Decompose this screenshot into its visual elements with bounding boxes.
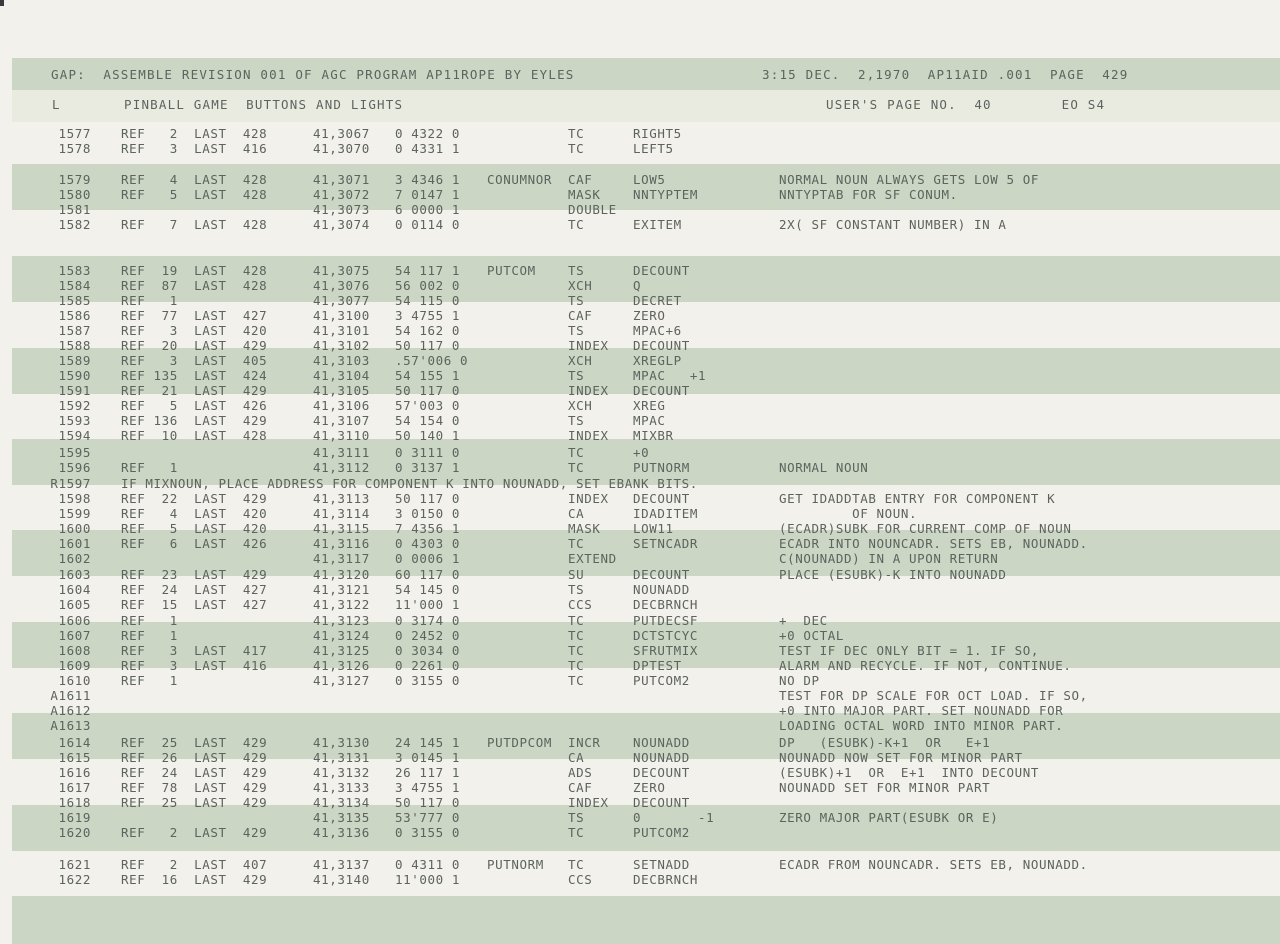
address-field: 41,3120: [313, 567, 370, 582]
opcode: CCS: [568, 872, 593, 887]
octal-word: 0 2452 0: [395, 628, 461, 643]
opcode: TC: [568, 673, 585, 688]
address-field: 41,3132: [313, 765, 370, 780]
address-field: 41,3104: [313, 368, 370, 383]
address-field: 41,3130: [313, 735, 370, 750]
octal-word: 0 3155 0: [395, 825, 461, 840]
line-number: 1614: [58, 735, 91, 750]
line-number: 1609: [58, 658, 91, 673]
reference-field: REF 1: [121, 673, 178, 688]
octal-word: 3 0150 0: [395, 506, 461, 521]
octal-word: 6 0000 1: [395, 202, 461, 217]
operand: 0 -1: [633, 810, 715, 825]
line-number: 1589: [58, 353, 91, 368]
address-field: 41,3133: [313, 780, 370, 795]
opcode: TC: [568, 141, 585, 156]
address-field: 41,3107: [313, 413, 370, 428]
operand: XREGLP: [633, 353, 682, 368]
octal-word: 3 0145 1: [395, 750, 461, 765]
line-number: 1598: [58, 491, 91, 506]
opcode: TS: [568, 413, 585, 428]
opcode: CAF: [568, 308, 593, 323]
address-field: 41,3074: [313, 217, 370, 232]
octal-word: 11'000 1: [395, 872, 461, 887]
line-number: 1586: [58, 308, 91, 323]
octal-word: 7 4356 1: [395, 521, 461, 536]
comment: 2X( SF CONSTANT NUMBER) IN A: [779, 217, 1007, 232]
reference-field: REF 6 LAST 426: [121, 536, 268, 551]
operand: DECBRNCH: [633, 872, 699, 887]
operand: NOUNADD: [633, 750, 690, 765]
opcode: XCH: [568, 398, 593, 413]
comment: NNTYPTAB FOR SF CONUM.: [779, 187, 958, 202]
line-number: 1582: [58, 217, 91, 232]
octal-word: 50 117 0: [395, 383, 461, 398]
comment: ECADR INTO NOUNCADR. SETS EB, NOUNADD.: [779, 536, 1088, 551]
reference-field: REF 1: [121, 628, 178, 643]
line-number: 1578: [58, 141, 91, 156]
operand: DECOUNT: [633, 338, 690, 353]
octal-word: 0 3111 0: [395, 445, 461, 460]
address-field: 41,3071: [313, 172, 370, 187]
operand: +0: [633, 445, 650, 460]
octal-word: 7 0147 1: [395, 187, 461, 202]
operand: PUTCOM2: [633, 825, 690, 840]
address-field: 41,3101: [313, 323, 370, 338]
octal-word: 50 140 1: [395, 428, 461, 443]
operand: LOW11: [633, 521, 674, 536]
operand: DECBRNCH: [633, 597, 699, 612]
reference-field: REF 24 LAST 427: [121, 582, 268, 597]
octal-word: 0 3137 1: [395, 460, 461, 475]
reference-field: REF 3 LAST 416: [121, 141, 268, 156]
octal-word: 0 4331 1: [395, 141, 461, 156]
octal-word: 0 4322 0: [395, 126, 461, 141]
operand: LOW5: [633, 172, 666, 187]
octal-word: 54 162 0: [395, 323, 461, 338]
operand: PUTCOM2: [633, 673, 690, 688]
address-field: 41,3110: [313, 428, 370, 443]
line-number: 1615: [58, 750, 91, 765]
comment: OF NOUN.: [779, 506, 918, 521]
address-field: 41,3117: [313, 551, 370, 566]
address-field: 41,3100: [313, 308, 370, 323]
reference-field: REF 135 LAST 424: [121, 368, 268, 383]
reference-field: REF 1: [121, 293, 178, 308]
reference-field: REF 23 LAST 429: [121, 567, 268, 582]
opcode: MASK: [568, 521, 601, 536]
opcode: CAF: [568, 780, 593, 795]
operand: XREG: [633, 398, 666, 413]
opcode: INCR: [568, 735, 601, 750]
operand: DECRET: [633, 293, 682, 308]
line-number: 1577: [58, 126, 91, 141]
comment: (ECADR)SUBK FOR CURRENT COMP OF NOUN: [779, 521, 1072, 536]
reference-field: REF 3 LAST 420: [121, 323, 268, 338]
line-number: 1610: [58, 673, 91, 688]
opcode: INDEX: [568, 428, 609, 443]
address-field: 41,3102: [313, 338, 370, 353]
punch-mark: [0, 0, 4, 6]
comment: NOUNADD NOW SET FOR MINOR PART: [779, 750, 1023, 765]
comment: TEST FOR DP SCALE FOR OCT LOAD. IF SO,: [779, 688, 1088, 703]
address-field: 41,3077: [313, 293, 370, 308]
reference-field: REF 24 LAST 429: [121, 765, 268, 780]
reference-field: REF 2 LAST 407: [121, 857, 268, 872]
address-field: 41,3116: [313, 536, 370, 551]
line-number: 1620: [58, 825, 91, 840]
opcode: INDEX: [568, 338, 609, 353]
opcode: CAF: [568, 172, 593, 187]
operand: MPAC+6: [633, 323, 682, 338]
line-number: 1587: [58, 323, 91, 338]
reference-field: REF 1: [121, 613, 178, 628]
reference-field: REF 5 LAST 428: [121, 187, 268, 202]
comment: C(NOUNADD) IN A UPON RETURN: [779, 551, 999, 566]
listing-subheader-l: L: [52, 97, 61, 112]
listing-header-left: GAP: ASSEMBLE REVISION 001 OF AGC PROGRAM AP11ROPE BY EYLES: [51, 67, 575, 82]
octal-word: 50 117 0: [395, 338, 461, 353]
comment: LOADING OCTAL WORD INTO MINOR PART.: [779, 718, 1064, 733]
operand: EXITEM: [633, 217, 682, 232]
symbol-label: PUTCOM: [487, 263, 536, 278]
line-number: 1602: [58, 551, 91, 566]
line-number: A1612: [50, 703, 91, 718]
address-field: 41,3103: [313, 353, 370, 368]
opcode: CCS: [568, 597, 593, 612]
line-number: 1596: [58, 460, 91, 475]
comment: ECADR FROM NOUNCADR. SETS EB, NOUNADD.: [779, 857, 1088, 872]
opcode: CA: [568, 506, 585, 521]
octal-word: 0 0006 1: [395, 551, 461, 566]
address-field: 41,3122: [313, 597, 370, 612]
address-field: 41,3125: [313, 643, 370, 658]
reference-field: REF 2 LAST 429: [121, 825, 268, 840]
opcode: TS: [568, 810, 585, 825]
octal-word: 0 3174 0: [395, 613, 461, 628]
line-number: 1619: [58, 810, 91, 825]
listing-header-right: 3:15 DEC. 2,1970 AP11AID .001 PAGE 429: [762, 67, 1129, 82]
opcode: TC: [568, 628, 585, 643]
octal-word: 3 4755 1: [395, 780, 461, 795]
address-field: 41,3070: [313, 141, 370, 156]
line-number: 1601: [58, 536, 91, 551]
operand: DCTSTCYC: [633, 628, 699, 643]
octal-word: 53'777 0: [395, 810, 461, 825]
line-number: 1595: [58, 445, 91, 460]
line-number: 1608: [58, 643, 91, 658]
operand: NOUNADD: [633, 735, 690, 750]
comment: NORMAL NOUN ALWAYS GETS LOW 5 OF: [779, 172, 1040, 187]
octal-word: .57'006 0: [395, 353, 469, 368]
reference-field: REF 10 LAST 428: [121, 428, 268, 443]
operand: SFRUTMIX: [633, 643, 699, 658]
octal-word: 54 154 0: [395, 413, 461, 428]
line-number: 1603: [58, 567, 91, 582]
address-field: 41,3105: [313, 383, 370, 398]
opcode: CA: [568, 750, 585, 765]
opcode: EXTEND: [568, 551, 617, 566]
opcode: XCH: [568, 353, 593, 368]
address-field: 41,3067: [313, 126, 370, 141]
address-field: 41,3137: [313, 857, 370, 872]
reference-field: REF 3 LAST 405: [121, 353, 268, 368]
octal-word: 50 117 0: [395, 491, 461, 506]
address-field: 41,3076: [313, 278, 370, 293]
comment: NO DP: [779, 673, 820, 688]
operand: DECOUNT: [633, 263, 690, 278]
opcode: TC: [568, 536, 585, 551]
comment: +0 INTO MAJOR PART. SET NOUNADD FOR: [779, 703, 1064, 718]
reference-field: REF 25 LAST 429: [121, 795, 268, 810]
opcode: SU: [568, 567, 585, 582]
line-number: 1594: [58, 428, 91, 443]
address-field: 41,3121: [313, 582, 370, 597]
symbol-label: CONUMNOR: [487, 172, 553, 187]
address-field: 41,3075: [313, 263, 370, 278]
operand: ZERO: [633, 780, 666, 795]
line-number: 1617: [58, 780, 91, 795]
address-field: 41,3113: [313, 491, 370, 506]
reference-field: REF 16 LAST 429: [121, 872, 268, 887]
opcode: INDEX: [568, 795, 609, 810]
reference-field: REF 77 LAST 427: [121, 308, 268, 323]
octal-word: 3 4755 1: [395, 308, 461, 323]
address-field: 41,3112: [313, 460, 370, 475]
operand: MIXBR: [633, 428, 674, 443]
reference-field: REF 4 LAST 428: [121, 172, 268, 187]
reference-field: REF 87 LAST 428: [121, 278, 268, 293]
line-number: 1583: [58, 263, 91, 278]
octal-word: 54 115 0: [395, 293, 461, 308]
opcode: TC: [568, 658, 585, 673]
opcode: TS: [568, 582, 585, 597]
line-number: A1611: [50, 688, 91, 703]
address-field: 41,3126: [313, 658, 370, 673]
paper-band: [12, 896, 1280, 944]
line-number: 1606: [58, 613, 91, 628]
opcode: INDEX: [568, 383, 609, 398]
opcode: TC: [568, 857, 585, 872]
comment: ALARM AND RECYCLE. IF NOT, CONTINUE.: [779, 658, 1072, 673]
octal-word: 57'003 0: [395, 398, 461, 413]
address-field: 41,3073: [313, 202, 370, 217]
opcode: MASK: [568, 187, 601, 202]
operand: DECOUNT: [633, 567, 690, 582]
reference-field: REF 136 LAST 429: [121, 413, 268, 428]
line-number: 1621: [58, 857, 91, 872]
operand: LEFT5: [633, 141, 674, 156]
opcode: TC: [568, 217, 585, 232]
operand: DECOUNT: [633, 491, 690, 506]
line-number: 1593: [58, 413, 91, 428]
operand: PUTNORM: [633, 460, 690, 475]
line-number: 1607: [58, 628, 91, 643]
operand: Q: [633, 278, 642, 293]
address-field: 41,3136: [313, 825, 370, 840]
line-number: 1599: [58, 506, 91, 521]
opcode: TC: [568, 643, 585, 658]
line-number: 1590: [58, 368, 91, 383]
operand: PUTDECSF: [633, 613, 699, 628]
line-number: 1600: [58, 521, 91, 536]
remark-text: IF MIXNOUN, PLACE ADDRESS FOR COMPONENT K INTO NOUNADD, SET EBANK BITS.: [121, 476, 698, 491]
opcode: TS: [568, 368, 585, 383]
reference-field: REF 20 LAST 429: [121, 338, 268, 353]
opcode: XCH: [568, 278, 593, 293]
comment: GET IDADDTAB ENTRY FOR COMPONENT K: [779, 491, 1056, 506]
operand: SETNCADR: [633, 536, 699, 551]
opcode: TS: [568, 263, 585, 278]
octal-word: 56 002 0: [395, 278, 461, 293]
operand: DECOUNT: [633, 383, 690, 398]
opcode: TC: [568, 445, 585, 460]
line-number: 1616: [58, 765, 91, 780]
reference-field: REF 5 LAST 426: [121, 398, 268, 413]
opcode: TC: [568, 460, 585, 475]
operand: NNTYPTEM: [633, 187, 699, 202]
comment: NORMAL NOUN: [779, 460, 869, 475]
comment: TEST IF DEC ONLY BIT = 1. IF SO,: [779, 643, 1040, 658]
line-number: 1604: [58, 582, 91, 597]
comment: PLACE (ESUBK)-K INTO NOUNADD: [779, 567, 1007, 582]
address-field: 41,3123: [313, 613, 370, 628]
line-number: 1585: [58, 293, 91, 308]
symbol-label: PUTDPCOM: [487, 735, 553, 750]
octal-word: 60 117 0: [395, 567, 461, 582]
line-number: 1618: [58, 795, 91, 810]
operand: DECOUNT: [633, 765, 690, 780]
opcode: TS: [568, 293, 585, 308]
reference-field: REF 15 LAST 427: [121, 597, 268, 612]
reference-field: REF 21 LAST 429: [121, 383, 268, 398]
listing-subheader-right: USER'S PAGE NO. 40 EO S4: [826, 97, 1106, 112]
operand: DECOUNT: [633, 795, 690, 810]
reference-field: REF 3 LAST 417: [121, 643, 268, 658]
operand: NOUNADD: [633, 582, 690, 597]
octal-word: 0 2261 0: [395, 658, 461, 673]
reference-field: REF 3 LAST 416: [121, 658, 268, 673]
line-number: 1581: [58, 202, 91, 217]
reference-field: REF 26 LAST 429: [121, 750, 268, 765]
reference-field: REF 4 LAST 420: [121, 506, 268, 521]
line-number: 1579: [58, 172, 91, 187]
comment: ZERO MAJOR PART(ESUBK OR E): [779, 810, 999, 825]
reference-field: REF 5 LAST 420: [121, 521, 268, 536]
line-number: 1605: [58, 597, 91, 612]
reference-field: REF 19 LAST 428: [121, 263, 268, 278]
listing-subheader-title: PINBALL GAME BUTTONS AND LIGHTS: [124, 97, 404, 112]
line-number: 1622: [58, 872, 91, 887]
reference-field: REF 7 LAST 428: [121, 217, 268, 232]
octal-word: 0 0114 0: [395, 217, 461, 232]
operand: ZERO: [633, 308, 666, 323]
address-field: 41,3111: [313, 445, 370, 460]
comment: +0 OCTAL: [779, 628, 845, 643]
address-field: 41,3115: [313, 521, 370, 536]
reference-field: REF 22 LAST 429: [121, 491, 268, 506]
comment: NOUNADD SET FOR MINOR PART: [779, 780, 991, 795]
comment: + DEC: [779, 613, 828, 628]
operand: SETNADD: [633, 857, 690, 872]
operand: RIGHT5: [633, 126, 682, 141]
line-number: 1588: [58, 338, 91, 353]
octal-word: 0 3034 0: [395, 643, 461, 658]
octal-word: 26 117 1: [395, 765, 461, 780]
address-field: 41,3114: [313, 506, 370, 521]
octal-word: 54 117 1: [395, 263, 461, 278]
opcode: TC: [568, 126, 585, 141]
opcode: DOUBLE: [568, 202, 617, 217]
address-field: 41,3140: [313, 872, 370, 887]
address-field: 41,3134: [313, 795, 370, 810]
address-field: 41,3106: [313, 398, 370, 413]
reference-field: REF 2 LAST 428: [121, 126, 268, 141]
opcode: ADS: [568, 765, 593, 780]
octal-word: 0 4311 0: [395, 857, 461, 872]
reference-field: REF 1: [121, 460, 178, 475]
octal-word: 54 145 0: [395, 582, 461, 597]
line-number: A1613: [50, 718, 91, 733]
operand: MPAC +1: [633, 368, 707, 383]
line-number: 1584: [58, 278, 91, 293]
octal-word: 50 117 0: [395, 795, 461, 810]
comment: (ESUBK)+1 OR E+1 INTO DECOUNT: [779, 765, 1040, 780]
octal-word: 54 155 1: [395, 368, 461, 383]
line-number: 1592: [58, 398, 91, 413]
octal-word: 0 4303 0: [395, 536, 461, 551]
symbol-label: PUTNORM: [487, 857, 544, 872]
operand: MPAC: [633, 413, 666, 428]
line-number: 1580: [58, 187, 91, 202]
octal-word: 0 3155 0: [395, 673, 461, 688]
address-field: 41,3135: [313, 810, 370, 825]
comment: DP (ESUBK)-K+1 OR E+1: [779, 735, 991, 750]
opcode: TS: [568, 323, 585, 338]
address-field: 41,3127: [313, 673, 370, 688]
octal-word: 3 4346 1: [395, 172, 461, 187]
reference-field: REF 78 LAST 429: [121, 780, 268, 795]
line-number: 1591: [58, 383, 91, 398]
operand: IDADITEM: [633, 506, 699, 521]
address-field: 41,3131: [313, 750, 370, 765]
address-field: 41,3072: [313, 187, 370, 202]
octal-word: 11'000 1: [395, 597, 461, 612]
line-number: R1597: [50, 476, 91, 491]
operand: DPTEST: [633, 658, 682, 673]
octal-word: 24 145 1: [395, 735, 461, 750]
opcode: INDEX: [568, 491, 609, 506]
address-field: 41,3124: [313, 628, 370, 643]
opcode: TC: [568, 825, 585, 840]
opcode: TC: [568, 613, 585, 628]
reference-field: REF 25 LAST 429: [121, 735, 268, 750]
